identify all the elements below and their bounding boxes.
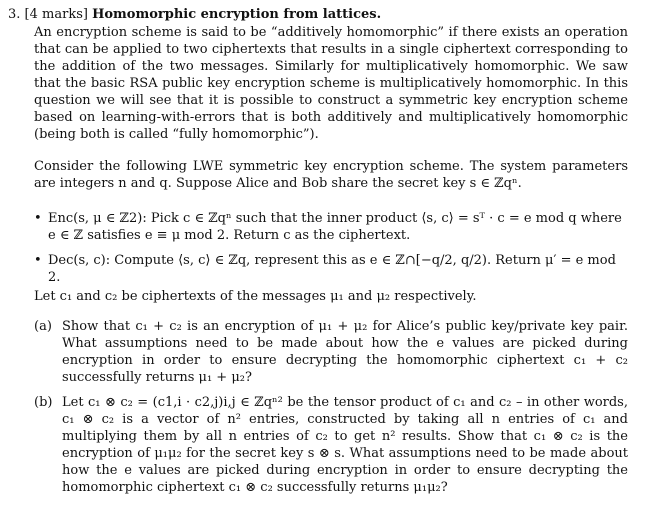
intro-paragraph: An encryption scheme is said to be “additively homomorphic” if there exists an operation that can be applied to two ciphertexts that results in a single ciphertext corresponding to the addition of the two messages. Similarly for multiplicatively homomorphic. We saw that the basic RSA public key encryption scheme is multiplicatively homomorphic. In this question we will see that it is possible to construct a symmetric key encryption scheme based on learning-with-errors that is both additively and multiplicatively homomorphic (being both is called “fully homomorphic”). [34, 25, 628, 142]
question-title: Homomorphic encryption from lattices. [92, 7, 382, 22]
question-heading [8, 6, 644, 23]
question-number: 3. [8, 7, 21, 22]
bullet-dec [34, 252, 626, 286]
bullet-dot: • [34, 253, 42, 268]
part-a-text: Show that c₁ + c₂ is an encryption of μ₁ + μ₂ for Alice’s public key/private key pair. What assumptions need to be made about how the e values are picked during encryption in order to ensure decrypting the homomorphic ciphertext c₁ + c₂ successfully returns μ₁ + μ₂? [62, 319, 628, 385]
part-a-label: (a) [34, 319, 52, 334]
ciphertexts-line: Let c₁ and c₂ be ciphertexts of the messages μ₁ and μ₂ respectively. [34, 289, 477, 304]
bullet-enc [34, 210, 626, 244]
bullet-dot: • [34, 211, 42, 226]
bullet-dec-text: Dec(s, c): Compute ⟨s, c⟩ ∈ ℤq, represent this as e ∈ ℤ∩[−q/2, q/2). Return μ′ = e mod 2. [48, 253, 616, 285]
part-b-label: (b) [34, 395, 53, 410]
question-marks: [4 marks] [24, 7, 88, 22]
scheme-paragraph: Consider the following LWE symmetric key encryption scheme. The system parameters are integers n and q. Suppose Alice and Bob share the secret key s ∈ ℤqⁿ. [34, 159, 628, 191]
bullet-enc-text: Enc(s, μ ∈ ℤ2): Pick c ∈ ℤqⁿ such that the inner product ⟨s, c⟩ = sᵀ · c = e mod q where e ∈ ℤ satisfies e ≡ μ mod 2. Return c as the ciphertext. [48, 211, 622, 243]
part-b-text: Let c₁ ⊗ c₂ = (c1,i · c2,j)i,j ∈ ℤqⁿ² be the tensor product of c₁ and c₂ – in other words, c₁ ⊗ c₂ is a vector of n² entries, constructed by taking all n entries of c₁ and multiplying them by all n entries of c₂ to get n² results. Show that c₁ ⊗ c₂ is the encryption of μ₁μ₂ for the secret key s ⊗ s. What assumptions need to be made about how the e values are picked during encryption in order to ensure decrypting the homomorphic ciphertext c₁ ⊗ c₂ successfully returns μ₁μ₂? [62, 395, 628, 495]
